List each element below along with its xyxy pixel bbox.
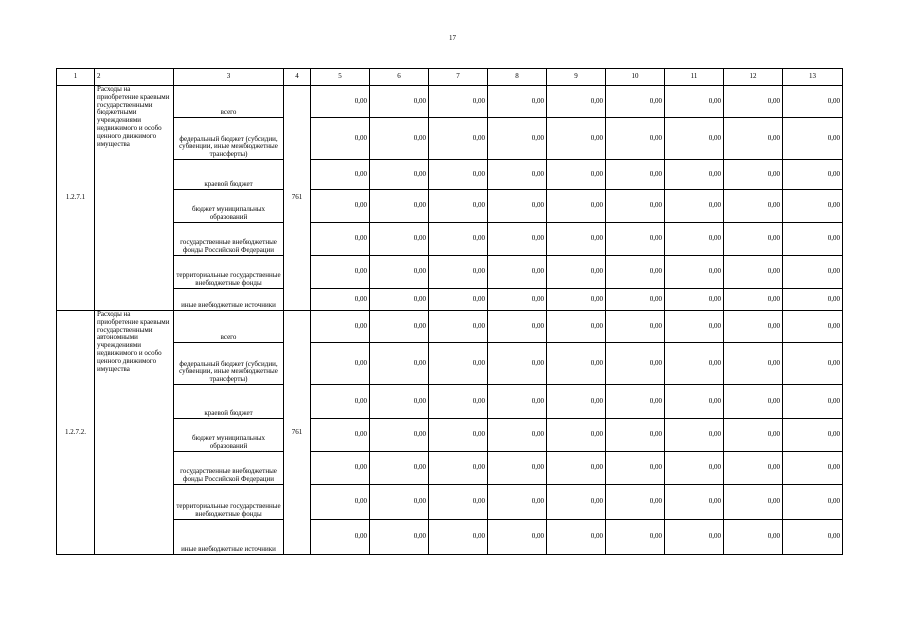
amount-cell: 0,00 <box>606 311 665 343</box>
amount-cell: 0,00 <box>665 452 724 485</box>
amount-cell: 0,00 <box>429 118 488 160</box>
funding-source-label: федеральный бюджет (субсидии, субвенции, иные межбюджетные трансферты) <box>174 343 284 385</box>
amount-cell: 0,00 <box>488 190 547 223</box>
amount-cell: 0,00 <box>783 86 843 118</box>
amount-cell: 0,00 <box>488 223 547 256</box>
amount-cell: 0,00 <box>429 289 488 311</box>
amount-cell: 0,00 <box>311 256 370 289</box>
table-row <box>57 223 843 256</box>
table-row <box>57 86 843 118</box>
amount-cell: 0,00 <box>665 343 724 385</box>
amount-cell: 0,00 <box>488 86 547 118</box>
funding-source-label: федеральный бюджет (субсидии, субвенции, иные межбюджетные трансферты) <box>174 118 284 160</box>
amount-cell: 0,00 <box>665 385 724 419</box>
amount-cell: 0,00 <box>311 223 370 256</box>
amount-cell: 0,00 <box>429 160 488 190</box>
amount-cell: 0,00 <box>665 223 724 256</box>
section-description: Расходы на приобретение краевыми государственными автономными учреждениями недвижимого и особо ценного движимого имущества <box>95 311 174 555</box>
column-number-header: 12 <box>724 69 783 86</box>
amount-cell: 0,00 <box>429 452 488 485</box>
funding-source-label: иные внебюджетные источники <box>174 289 284 311</box>
amount-cell: 0,00 <box>783 160 843 190</box>
amount-cell: 0,00 <box>370 311 429 343</box>
amount-cell: 0,00 <box>429 256 488 289</box>
amount-cell: 0,00 <box>488 256 547 289</box>
funding-source-label: иные внебюджетные источники <box>174 520 284 555</box>
amount-cell: 0,00 <box>311 385 370 419</box>
amount-cell: 0,00 <box>547 385 606 419</box>
column-number-header: 8 <box>488 69 547 86</box>
amount-cell: 0,00 <box>547 419 606 452</box>
funding-source-label: государственные внебюджетные фонды Российской Федерации <box>174 452 284 485</box>
funding-source-label: территориальные государственные внебюджетные фонды <box>174 485 284 520</box>
column-number-header: 11 <box>665 69 724 86</box>
funding-source-label: краевой бюджет <box>174 385 284 419</box>
amount-cell: 0,00 <box>606 190 665 223</box>
amount-cell: 0,00 <box>665 485 724 520</box>
page-number: 17 <box>449 34 456 42</box>
amount-cell: 0,00 <box>783 385 843 419</box>
amount-cell: 0,00 <box>547 311 606 343</box>
funding-source-label: краевой бюджет <box>174 160 284 190</box>
column-number-header: 4 <box>284 69 311 86</box>
amount-cell: 0,00 <box>783 520 843 555</box>
funding-source-label: территориальные государственные внебюджетные фонды <box>174 256 284 289</box>
amount-cell: 0,00 <box>488 118 547 160</box>
table-row <box>57 452 843 485</box>
amount-cell: 0,00 <box>783 223 843 256</box>
amount-cell: 0,00 <box>370 256 429 289</box>
amount-cell: 0,00 <box>547 118 606 160</box>
amount-cell: 0,00 <box>724 118 783 160</box>
amount-cell: 0,00 <box>783 118 843 160</box>
amount-cell: 0,00 <box>783 190 843 223</box>
amount-cell: 0,00 <box>783 289 843 311</box>
table-row <box>57 160 843 190</box>
section-code-761: 761 <box>284 311 311 555</box>
amount-cell: 0,00 <box>665 160 724 190</box>
amount-cell: 0,00 <box>724 223 783 256</box>
amount-cell: 0,00 <box>724 86 783 118</box>
amount-cell: 0,00 <box>783 256 843 289</box>
amount-cell: 0,00 <box>311 419 370 452</box>
amount-cell: 0,00 <box>429 419 488 452</box>
amount-cell: 0,00 <box>724 190 783 223</box>
amount-cell: 0,00 <box>606 419 665 452</box>
amount-cell: 0,00 <box>370 86 429 118</box>
section-description: Расходы на приобретение краевыми государственными бюджетными учреждениями недвижимого и особо ценного движимого имущества <box>95 86 174 311</box>
amount-cell: 0,00 <box>429 311 488 343</box>
amount-cell: 0,00 <box>665 311 724 343</box>
amount-cell: 0,00 <box>724 419 783 452</box>
amount-cell: 0,00 <box>724 452 783 485</box>
amount-cell: 0,00 <box>724 160 783 190</box>
amount-cell: 0,00 <box>370 452 429 485</box>
amount-cell: 0,00 <box>783 485 843 520</box>
table-row <box>57 311 843 343</box>
amount-cell: 0,00 <box>547 452 606 485</box>
amount-cell: 0,00 <box>547 160 606 190</box>
amount-cell: 0,00 <box>370 343 429 385</box>
amount-cell: 0,00 <box>311 118 370 160</box>
amount-cell: 0,00 <box>665 190 724 223</box>
amount-cell: 0,00 <box>311 190 370 223</box>
amount-cell: 0,00 <box>311 452 370 485</box>
column-number-header: 3 <box>174 69 284 86</box>
amount-cell: 0,00 <box>370 190 429 223</box>
amount-cell: 0,00 <box>547 86 606 118</box>
column-number-header: 13 <box>783 69 843 86</box>
amount-cell: 0,00 <box>311 86 370 118</box>
amount-cell: 0,00 <box>429 485 488 520</box>
amount-cell: 0,00 <box>724 289 783 311</box>
table-body <box>57 86 843 555</box>
amount-cell: 0,00 <box>783 311 843 343</box>
amount-cell: 0,00 <box>665 86 724 118</box>
amount-cell: 0,00 <box>606 343 665 385</box>
amount-cell: 0,00 <box>311 485 370 520</box>
amount-cell: 0,00 <box>311 311 370 343</box>
amount-cell: 0,00 <box>429 190 488 223</box>
funding-source-label: всего <box>174 311 284 343</box>
amount-cell: 0,00 <box>547 190 606 223</box>
column-number-header: 9 <box>547 69 606 86</box>
amount-cell: 0,00 <box>547 520 606 555</box>
section-code: 1.2.7.2. <box>57 311 95 555</box>
amount-cell: 0,00 <box>488 311 547 343</box>
table-row <box>57 385 843 419</box>
amount-cell: 0,00 <box>606 86 665 118</box>
table-row <box>57 343 843 385</box>
amount-cell: 0,00 <box>724 343 783 385</box>
amount-cell: 0,00 <box>429 520 488 555</box>
amount-cell: 0,00 <box>606 160 665 190</box>
amount-cell: 0,00 <box>547 343 606 385</box>
amount-cell: 0,00 <box>724 256 783 289</box>
funding-source-label: всего <box>174 86 284 118</box>
funding-source-label: бюджет муниципальных образований <box>174 190 284 223</box>
amount-cell: 0,00 <box>311 160 370 190</box>
amount-cell: 0,00 <box>606 256 665 289</box>
section-code: 1.2.7.1 <box>57 86 95 311</box>
amount-cell: 0,00 <box>606 385 665 419</box>
section-code-761: 761 <box>284 86 311 311</box>
column-number-header: 5 <box>311 69 370 86</box>
amount-cell: 0,00 <box>606 223 665 256</box>
amount-cell: 0,00 <box>606 289 665 311</box>
amount-cell: 0,00 <box>724 485 783 520</box>
column-number-header-row <box>57 69 843 86</box>
amount-cell: 0,00 <box>783 419 843 452</box>
amount-cell: 0,00 <box>724 520 783 555</box>
amount-cell: 0,00 <box>370 419 429 452</box>
table-row <box>57 485 843 520</box>
amount-cell: 0,00 <box>547 485 606 520</box>
amount-cell: 0,00 <box>547 256 606 289</box>
amount-cell: 0,00 <box>547 223 606 256</box>
column-number-header: 2 <box>95 69 174 86</box>
amount-cell: 0,00 <box>488 452 547 485</box>
amount-cell: 0,00 <box>488 385 547 419</box>
amount-cell: 0,00 <box>606 520 665 555</box>
amount-cell: 0,00 <box>311 343 370 385</box>
column-number-header: 1 <box>57 69 95 86</box>
amount-cell: 0,00 <box>429 86 488 118</box>
amount-cell: 0,00 <box>488 289 547 311</box>
table-row <box>57 118 843 160</box>
amount-cell: 0,00 <box>429 223 488 256</box>
table-row <box>57 190 843 223</box>
amount-cell: 0,00 <box>783 452 843 485</box>
amount-cell: 0,00 <box>783 343 843 385</box>
amount-cell: 0,00 <box>370 520 429 555</box>
amount-cell: 0,00 <box>370 485 429 520</box>
budget-table <box>56 68 843 555</box>
amount-cell: 0,00 <box>665 118 724 160</box>
column-number-header: 10 <box>606 69 665 86</box>
amount-cell: 0,00 <box>665 256 724 289</box>
amount-cell: 0,00 <box>488 160 547 190</box>
column-number-header: 7 <box>429 69 488 86</box>
amount-cell: 0,00 <box>547 289 606 311</box>
amount-cell: 0,00 <box>606 118 665 160</box>
amount-cell: 0,00 <box>370 118 429 160</box>
funding-source-label: государственные внебюджетные фонды Российской Федерации <box>174 223 284 256</box>
table-row <box>57 520 843 555</box>
amount-cell: 0,00 <box>311 289 370 311</box>
amount-cell: 0,00 <box>370 289 429 311</box>
amount-cell: 0,00 <box>311 520 370 555</box>
amount-cell: 0,00 <box>488 419 547 452</box>
table-row <box>57 419 843 452</box>
amount-cell: 0,00 <box>606 452 665 485</box>
amount-cell: 0,00 <box>724 385 783 419</box>
amount-cell: 0,00 <box>665 419 724 452</box>
table-row <box>57 256 843 289</box>
amount-cell: 0,00 <box>488 485 547 520</box>
funding-source-label: бюджет муниципальных образований <box>174 419 284 452</box>
amount-cell: 0,00 <box>665 520 724 555</box>
column-number-header: 6 <box>370 69 429 86</box>
amount-cell: 0,00 <box>606 485 665 520</box>
amount-cell: 0,00 <box>429 343 488 385</box>
amount-cell: 0,00 <box>488 343 547 385</box>
amount-cell: 0,00 <box>429 385 488 419</box>
amount-cell: 0,00 <box>370 385 429 419</box>
table-row <box>57 289 843 311</box>
amount-cell: 0,00 <box>665 289 724 311</box>
amount-cell: 0,00 <box>488 520 547 555</box>
amount-cell: 0,00 <box>370 223 429 256</box>
amount-cell: 0,00 <box>724 311 783 343</box>
amount-cell: 0,00 <box>370 160 429 190</box>
